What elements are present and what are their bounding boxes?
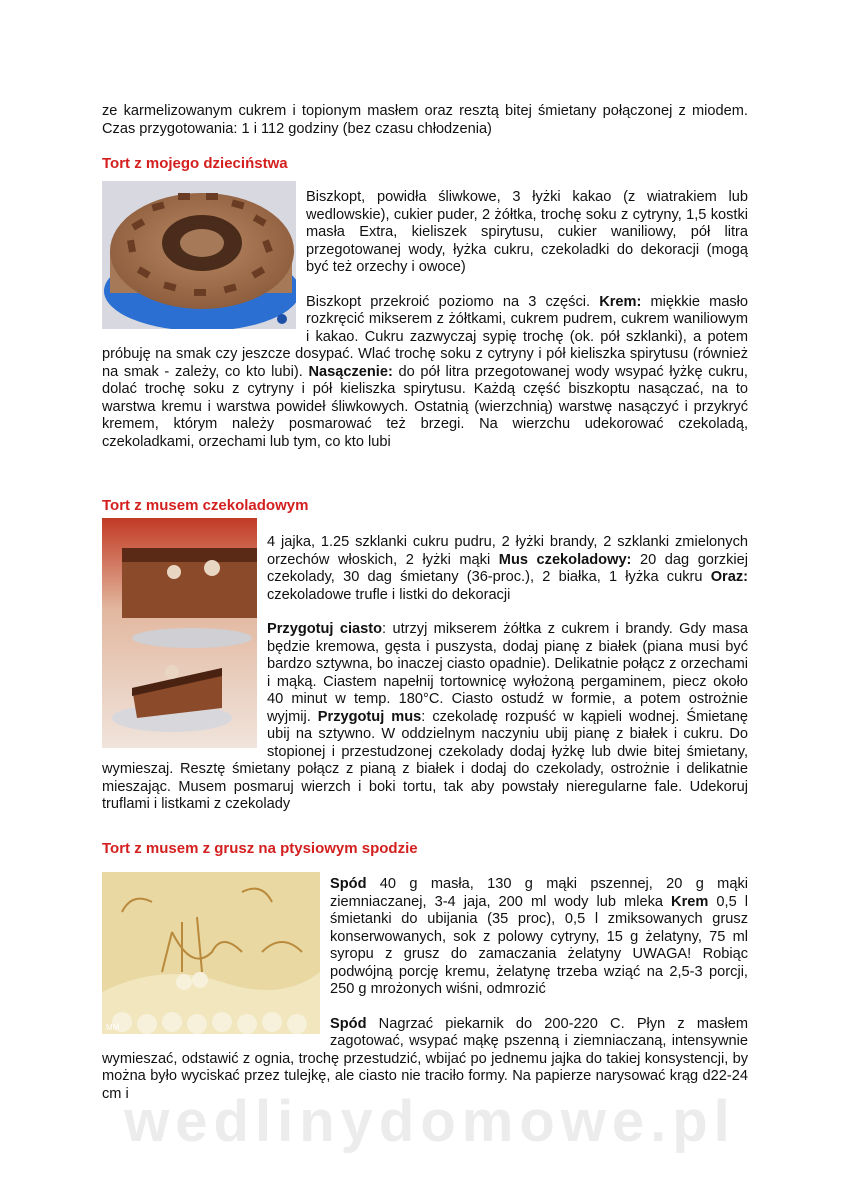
mus-czekoladowy-label: Mus czekoladowy: [498,551,632,568]
przygotuj-mus-label: Przygotuj mus [317,708,422,725]
ingredients-text: czekoladowe trufle i listki do dekoracji [267,586,511,603]
krem-label: Krem: [599,293,642,310]
method-text: : czekoladę rozpuść w kąpieli wodnej. Śmietanę ubij na sztywno. W oddzielnym naczyniu ubij pianę z białek i cukru. Do stopionej i przestudzonej czekolady dodaj łyżkę lub dwie bitej śmietany, wymieszaj. Resztę śmietany połącz z pianą z białek i dodaj do czekolady, ostrożnie i delikatnie mieszając. Musem posmaruj wierzch i boki tortu, tak aby powstały nieregularne fale. Udekoruj truflami i listkami z czekolady [102,708,748,812]
przygotuj-ciasto-label: Przygotuj ciasto [267,621,383,637]
chocolate-mousse-cake-photo [102,518,257,748]
method-text: Biszkopt przekroić poziomo na 3 części. [306,293,600,310]
oraz-label: Oraz: [710,569,748,585]
recipe-title-grusz: Tort z musem z grusz na ptysiowym spodzie [102,840,418,857]
method-text: miękkie masło rozkręcić mikserem z żółtkami, cukrem pudrem, cukrem waniliowym i kakao. Cukru zazwyczaj sypię trochę (ok. pół szklanki), a potem próbuję na smak czy jeszcze dosypać. Wlać trochę soku z cytryny i pół kieliszka spirytusu (również na smak - zależy, co kto lubi). [102,293,748,380]
recipe-title-dziecinstwa: Tort z mojego dzieciństwa [102,155,288,172]
recipe-title-mus-czekoladowy: Tort z musem czekoladowym [102,497,309,514]
ingredients-text: 4 jajka, 1.25 szklanki cukru pudru, 2 łyżki brandy, 2 szklanki zmielonych orzechów włoskich, 2 łyżki mąki [267,534,748,568]
method-text: : utrzyj mikserem żółtka z cukrem i brandy. Gdy masa będzie kremowa, gęsta i puszysta, dodaj pianę z białek (piana musi być bardzo sztywna, bo inaczej ciasto opadnie). Delikatnie połącz z orzechami i mąką. Ciastem napełnij tortownicę wyłożoną pergaminem, piecz około 40 minut w temp. 180°C. Ciasto ostudź w formie, a potem ostrożnie wyjmij. [267,621,748,725]
site-watermark: wedlinydomowe.pl [124,1089,736,1154]
method-text: Nagrzać piekarnik do 200-220 C. Płyn z masłem zagotować, wsypać mąkę pszenną i ziemniaczaną, intensywnie wymieszać, odstawić z ognia, trochę przestudzić, wbijać po jednemu jajka do takiej konsystencji, by można było wyciskać przez tulejkę, ale ciasto nie traciło formy. Na papierze narysować krąg d22-24 cm i [102,1015,748,1102]
chocolate-cake-photo [102,181,296,329]
ingredients-text: 0,5 l śmietanki do ubijania (35 proc), 0,5 l zmiksowanych grusz konserwowanych, sok z polowy cytryny, 15 g żelatyny, 75 ml syropu z grusz do zamaczania żelatyny UWAGA! Robiąc podwójną porcję kremu, żelatynę trzeba wziąć na 2,5-3 porcji, 250 g mrożonych wiśni, odmrozić [330,893,748,997]
ingredients-text: 40 g masła, 130 g mąki pszennej, 20 g mąki ziemniaczanej, 3-4 jaja, 200 ml wody lub mleka [330,876,748,910]
recipe-body-dziecinstwa [102,189,748,451]
spod-label: Spód [330,876,367,892]
intro-paragraph: ze karmelizowanym cukrem i topionym masłem oraz resztą bitej śmietany połączonej z miodem. Czas przygotowania: 1 i 112 godziny (bez czasu chłodzenia) [102,103,748,137]
ingredients-text: 20 dag gorzkiej czekolady, 30 dag śmietany (36-proc.), 2 białka, 1 łyżka cukru [267,551,748,585]
recipe-body-grusz [102,876,748,1103]
pear-mousse-cake-photo [102,872,320,1034]
method-text: do pół litra przegotowanej wody wsypać łyżkę cukru, dolać trochę soku z cytryny i pół kieliszka spirytusu. Każdą część biszkoptu nasączać, na to warstwa kremu i warstwa powideł śliwkowych. Ostatnią (wierzchnią) warstwę nasączyć i przykryć kremem, którym należy posmarować też brzegi. Na wierzchu udekorować czekoladą, czekoladkami, orzechami lub tym, co kto lubi [102,363,748,450]
krem-label: Krem [671,893,709,910]
recipe-body-mus-czekoladowy [102,534,748,814]
ingredients-dziecinstwa: Biszkopt, powidła śliwkowe, 3 łyżki kakao (z wiatrakiem lub wedlowskie), cukier puder, 2 żółtka, trochę soku z cytryny, 1,5 kostki masła Extra, kieliszek spirytusu, cukier waniliowy, pół litra przegotowanej wody, łyżka cukru, czekoladki do dekoracji (mogą być też orzechy i owoce) [306,189,748,275]
nasaczenie-label: Nasączenie: [308,363,393,380]
photo-watermark-text: MM [106,1023,120,1032]
spod-label: Spód [330,1015,367,1032]
